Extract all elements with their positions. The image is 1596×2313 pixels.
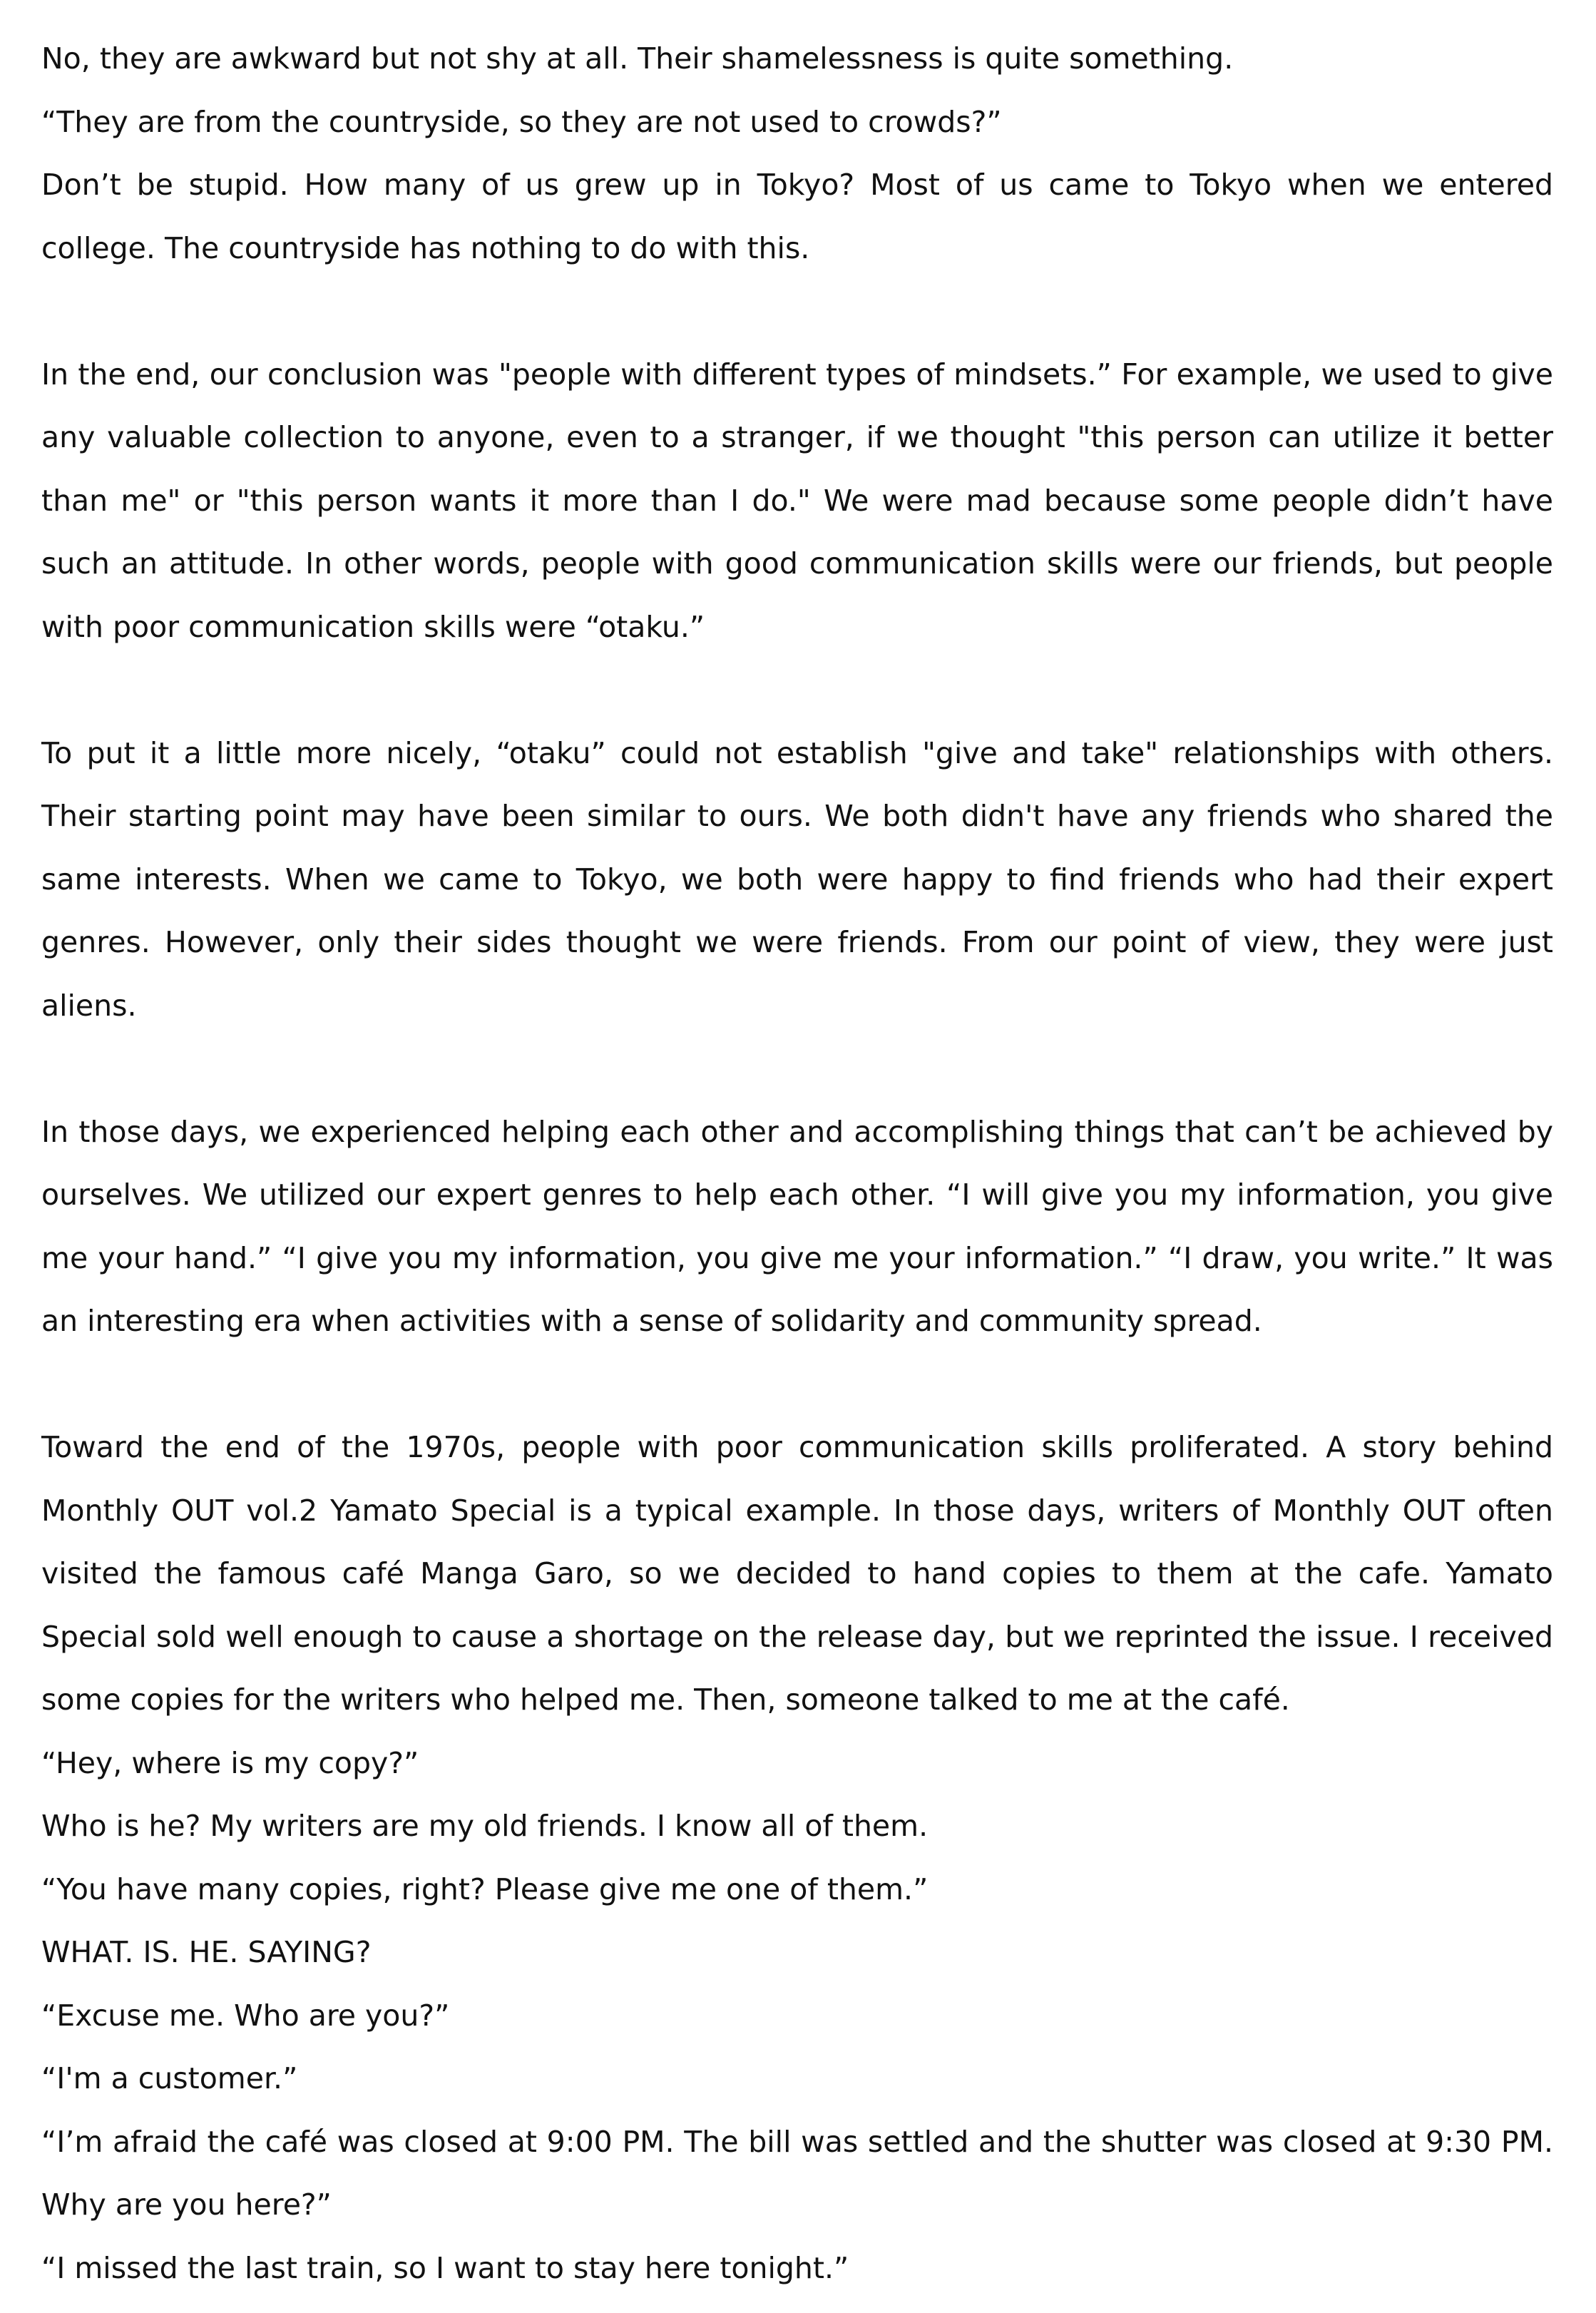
paragraph-gap (41, 1353, 1553, 1416)
text-line: In those days, we experienced helping each other and accomplishing things that can’t be achieved by ourselves. We utilized our expert genres to help each other. “I will give you my information, you give me your hand.” “I give you my information, you give me your information.” “I draw, you write.” It was an interesting era when activities with a sense of solidarity and community spread. (41, 1114, 1553, 1338)
paragraph-4 (41, 1101, 1553, 1353)
text-line: To put it a little more nicely, “otaku” could not establish "give and take" relationships with others. Their starting point may have been similar to ours. We both didn't have any friends who shared the same interests. When we came to Tokyo, we both were happy to find friends who had their expert genres. However, only their sides thought we were friends. From our point of view, they were just aliens. (41, 735, 1553, 1023)
paragraph-2 (41, 343, 1553, 659)
document-page (41, 27, 1553, 2299)
text-line: “I'm a customer.” (41, 2061, 298, 2095)
text-line: “Excuse me. Who are you?” (41, 1998, 450, 2033)
text-line: Who is he? My writers are my old friends. I know all of them. (41, 1809, 929, 1843)
paragraph-1 (41, 27, 1553, 280)
text-line: Don’t be stupid. How many of us grew up in Tokyo? Most of us came to Tokyo when we entered college. The countryside has nothing to do with this. (41, 168, 1553, 265)
paragraph-gap (41, 658, 1553, 722)
paragraph-5 (41, 1416, 1553, 2299)
text-line: No, they are awkward but not shy at all. Their shamelessness is quite something. (41, 41, 1234, 76)
text-line: “I missed the last train, so I want to stay here tonight.” (41, 2250, 849, 2285)
text-line: “You have many copies, right? Please give me one of them.” (41, 1872, 929, 1906)
paragraph-gap (41, 1037, 1553, 1101)
paragraph-gap (41, 280, 1553, 343)
paragraph-3 (41, 722, 1553, 1038)
text-line: WHAT. IS. HE. SAYING? (41, 1935, 372, 1969)
text-line: “Hey, where is my copy?” (41, 1745, 419, 1780)
text-line: Toward the end of the 1970s, people with poor communication skills proliferated. A story behind Monthly OUT vol.2 Yamato Special is a typical example. In those days, writers of Monthly OUT often visited the famous café Manga Garo, so we decided to hand copies to them at the cafe. Yamato Special sold well enough to cause a shortage on the release day, but we reprinted the issue. I received some copies for the writers who helped me. Then, someone talked to me at the café. (41, 1430, 1553, 1717)
text-line: “I’m afraid the café was closed at 9:00 PM. The bill was settled and the shutter was closed at 9:30 PM. Why are you here?” (41, 2124, 1553, 2222)
text-line: “They are from the countryside, so they are not used to crowds?” (41, 104, 1002, 139)
text-line: In the end, our conclusion was "people with different types of mindsets.” For example, we used to give any valuable collection to anyone, even to a stranger, if we thought "this person can utilize it better than me" or "this person wants it more than I do." We were mad because some people didn’t have such an attitude. In other words, people with good communication skills were our friends, but people with poor communication skills were “otaku.” (41, 357, 1553, 644)
